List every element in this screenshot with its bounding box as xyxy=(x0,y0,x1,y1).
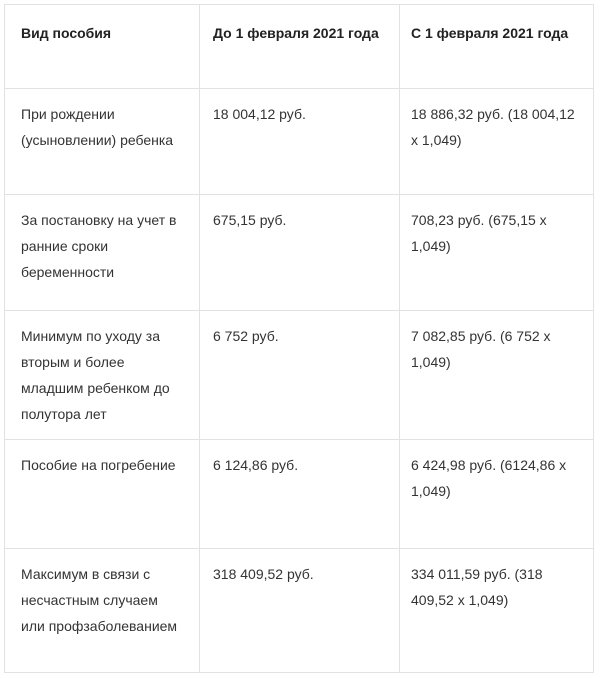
amount-before-cell: 675,15 руб. xyxy=(200,195,400,311)
benefit-name-cell: За постановку на учет в ранние сроки беременности xyxy=(5,195,200,311)
table-row xyxy=(5,89,594,195)
amount-before-cell: 18 004,12 руб. xyxy=(200,89,400,195)
benefit-name-cell: Максимум в связи с несчастным случаем или профзаболеванием xyxy=(5,549,200,673)
amount-before-cell: 318 409,52 руб. xyxy=(200,549,400,673)
amount-after-cell: 18 886,32 руб. (18 004,12 х 1,049) xyxy=(400,89,594,195)
benefit-name-cell: При рождении (усыновлении) ребенка xyxy=(5,89,200,195)
benefit-name-cell: Минимум по уходу за вторым и более младшим ребенком до полутора лет xyxy=(5,311,200,440)
header-row xyxy=(5,5,594,89)
amount-before-cell: 6 752 руб. xyxy=(200,311,400,440)
table-row xyxy=(5,311,594,440)
table-row xyxy=(5,195,594,311)
amount-after-cell: 334 011,59 руб. (318 409,52 х 1,049) xyxy=(400,549,594,673)
column-header-from-feb-2021: С 1 февраля 2021 года xyxy=(400,5,594,89)
table-row xyxy=(5,440,594,549)
amount-after-cell: 6 424,98 руб. (6124,86 х 1,049) xyxy=(400,440,594,549)
amount-after-cell: 708,23 руб. (675,15 х 1,049) xyxy=(400,195,594,311)
amount-after-cell: 7 082,85 руб. (6 752 х 1,049) xyxy=(400,311,594,440)
column-header-before-feb-2021: До 1 февраля 2021 года xyxy=(200,5,400,89)
table-row xyxy=(5,549,594,673)
benefits-indexation-table xyxy=(4,4,594,673)
benefit-name-cell: Пособие на погребение xyxy=(5,440,200,549)
amount-before-cell: 6 124,86 руб. xyxy=(200,440,400,549)
column-header-benefit-type: Вид пособия xyxy=(5,5,200,89)
